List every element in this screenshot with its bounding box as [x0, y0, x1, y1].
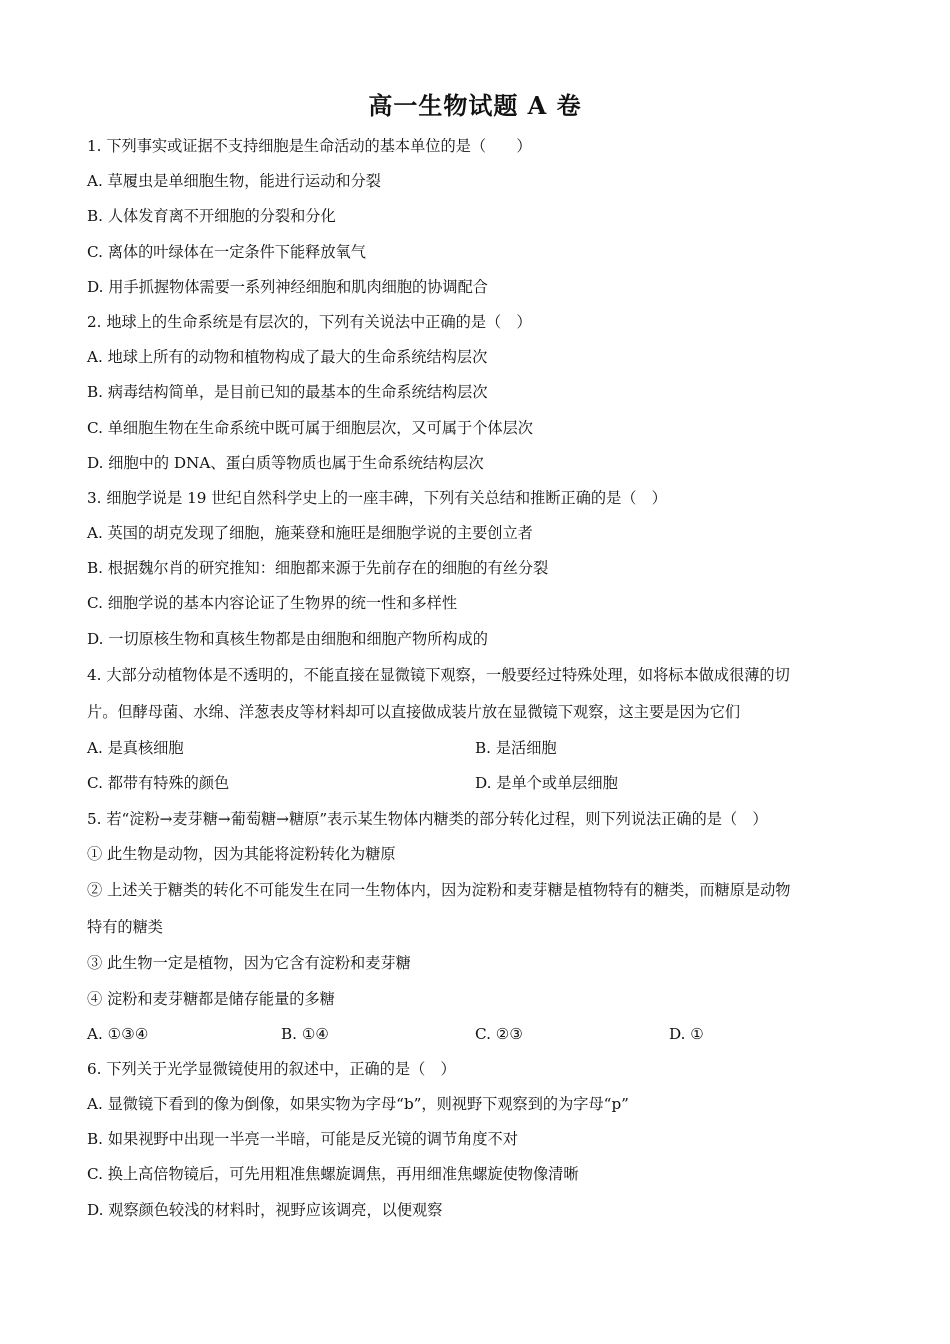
option-d: D. 是单个或单层细胞 [475, 774, 618, 793]
option-row [87, 731, 877, 766]
option-d: D. 用手抓握物体需要一系列神经细胞和肌肉细胞的协调配合 [87, 277, 488, 296]
option-b: B. 病毒结构简单，是目前已知的最基本的生命系统结构层次 [87, 383, 488, 402]
option-c: C. 换上高倍物镜后，可先用粗准焦螺旋调焦，再用细准焦螺旋使物像清晰 [87, 1165, 579, 1184]
option-c: C. 细胞学说的基本内容论证了生物界的统一性和多样性 [87, 594, 458, 613]
option-a: A. 英国的胡克发现了细胞，施莱登和施旺是细胞学说的主要创立者 [87, 524, 533, 543]
option-row [87, 766, 877, 801]
question-stem-continued: 片。但酵母菌、水绵、洋葱表皮等材料却可以直接做成装片放在显微镜下观察，这主要是因为它们 [87, 703, 741, 721]
question-stem: 3. 细胞学说是 19 世纪自然科学史上的一座丰碑，下列有关总结和推断正确的是（ ） [87, 488, 667, 507]
question-6 [87, 1052, 877, 1228]
option-b: B. ①④ [281, 1024, 330, 1043]
question-3 [87, 481, 877, 657]
question-5 [87, 802, 877, 1052]
statement-2-continued: 特有的糖类 [87, 918, 163, 937]
question-stem: 4. 大部分动植物体是不透明的，不能直接在显微镜下观察，一般要经过特殊处理，如将标本做成很薄的切 [87, 665, 790, 684]
question-stem: 2. 地球上的生命系统是有层次的，下列有关说法中正确的是（ ） [87, 312, 532, 331]
option-c: C. 都带有特殊的颜色 [87, 774, 230, 793]
question-2 [87, 305, 877, 481]
option-a: A. 草履虫是单细胞生物，能进行运动和分裂 [87, 172, 381, 191]
option-c: C. ②③ [475, 1024, 523, 1043]
question-stem: 1. 下列事实或证据不支持细胞是生命活动的基本单位的是（ ） [87, 137, 532, 155]
option-d: D. ① [669, 1024, 704, 1043]
option-a: A. ①③④ [87, 1024, 149, 1043]
option-d: D. 细胞中的 DNA、蛋白质等物质也属于生命系统结构层次 [87, 453, 484, 472]
page-title: 高一生物试题 A 卷 [368, 91, 582, 120]
option-a: A. 地球上所有的动物和植物构成了最大的生命系统结构层次 [87, 348, 488, 367]
option-row [87, 1017, 877, 1052]
option-a: A. 是真核细胞 [87, 739, 184, 758]
question-list [87, 129, 877, 1228]
option-b: B. 是活细胞 [475, 739, 557, 758]
statement-4: ④ 淀粉和麦芽糖都是储存能量的多糖 [87, 989, 335, 1008]
statement-2: ② 上述关于糖类的转化不可能发生在同一生物体内，因为淀粉和麦芽糖是植物特有的糖类，而糖原是动物 [87, 880, 791, 899]
question-stem: 5. 若“淀粉→麦芽糖→葡萄糖→糖原”表示某生物体内糖类的部分转化过程，则下列说法正确的是（ ） [87, 809, 768, 828]
option-c: C. 离体的叶绿体在一定条件下能释放氧气 [87, 242, 366, 261]
option-b: B. 人体发育离不开细胞的分裂和分化 [87, 207, 336, 226]
option-a: A. 显微镜下看到的像为倒像，如果实物为字母“b”，则视野下观察到的为字母“p” [87, 1095, 629, 1114]
statement-1: ① 此生物是动物，因为其能将淀粉转化为糖原 [87, 844, 396, 863]
statement-3: ③ 此生物一定是植物，因为它含有淀粉和麦芽糖 [87, 954, 411, 973]
question-1 [87, 129, 877, 305]
option-b: B. 如果视野中出现一半亮一半暗，可能是反光镜的调节角度不对 [87, 1130, 518, 1149]
option-d: D. 一切原核生物和真核生物都是由细胞和细胞产物所构成的 [87, 629, 488, 648]
question-stem: 6. 下列关于光学显微镜使用的叙述中，正确的是（ ） [87, 1059, 456, 1078]
option-b: B. 根据魏尔肖的研究推知：细胞都来源于先前存在的细胞的有丝分裂 [87, 559, 549, 578]
option-c: C. 单细胞生物在生命系统中既可属于细胞层次，又可属于个体层次 [87, 418, 533, 437]
question-4 [87, 657, 877, 802]
option-d: D. 观察颜色较浅的材料时，视野应该调亮，以便观察 [87, 1200, 443, 1219]
